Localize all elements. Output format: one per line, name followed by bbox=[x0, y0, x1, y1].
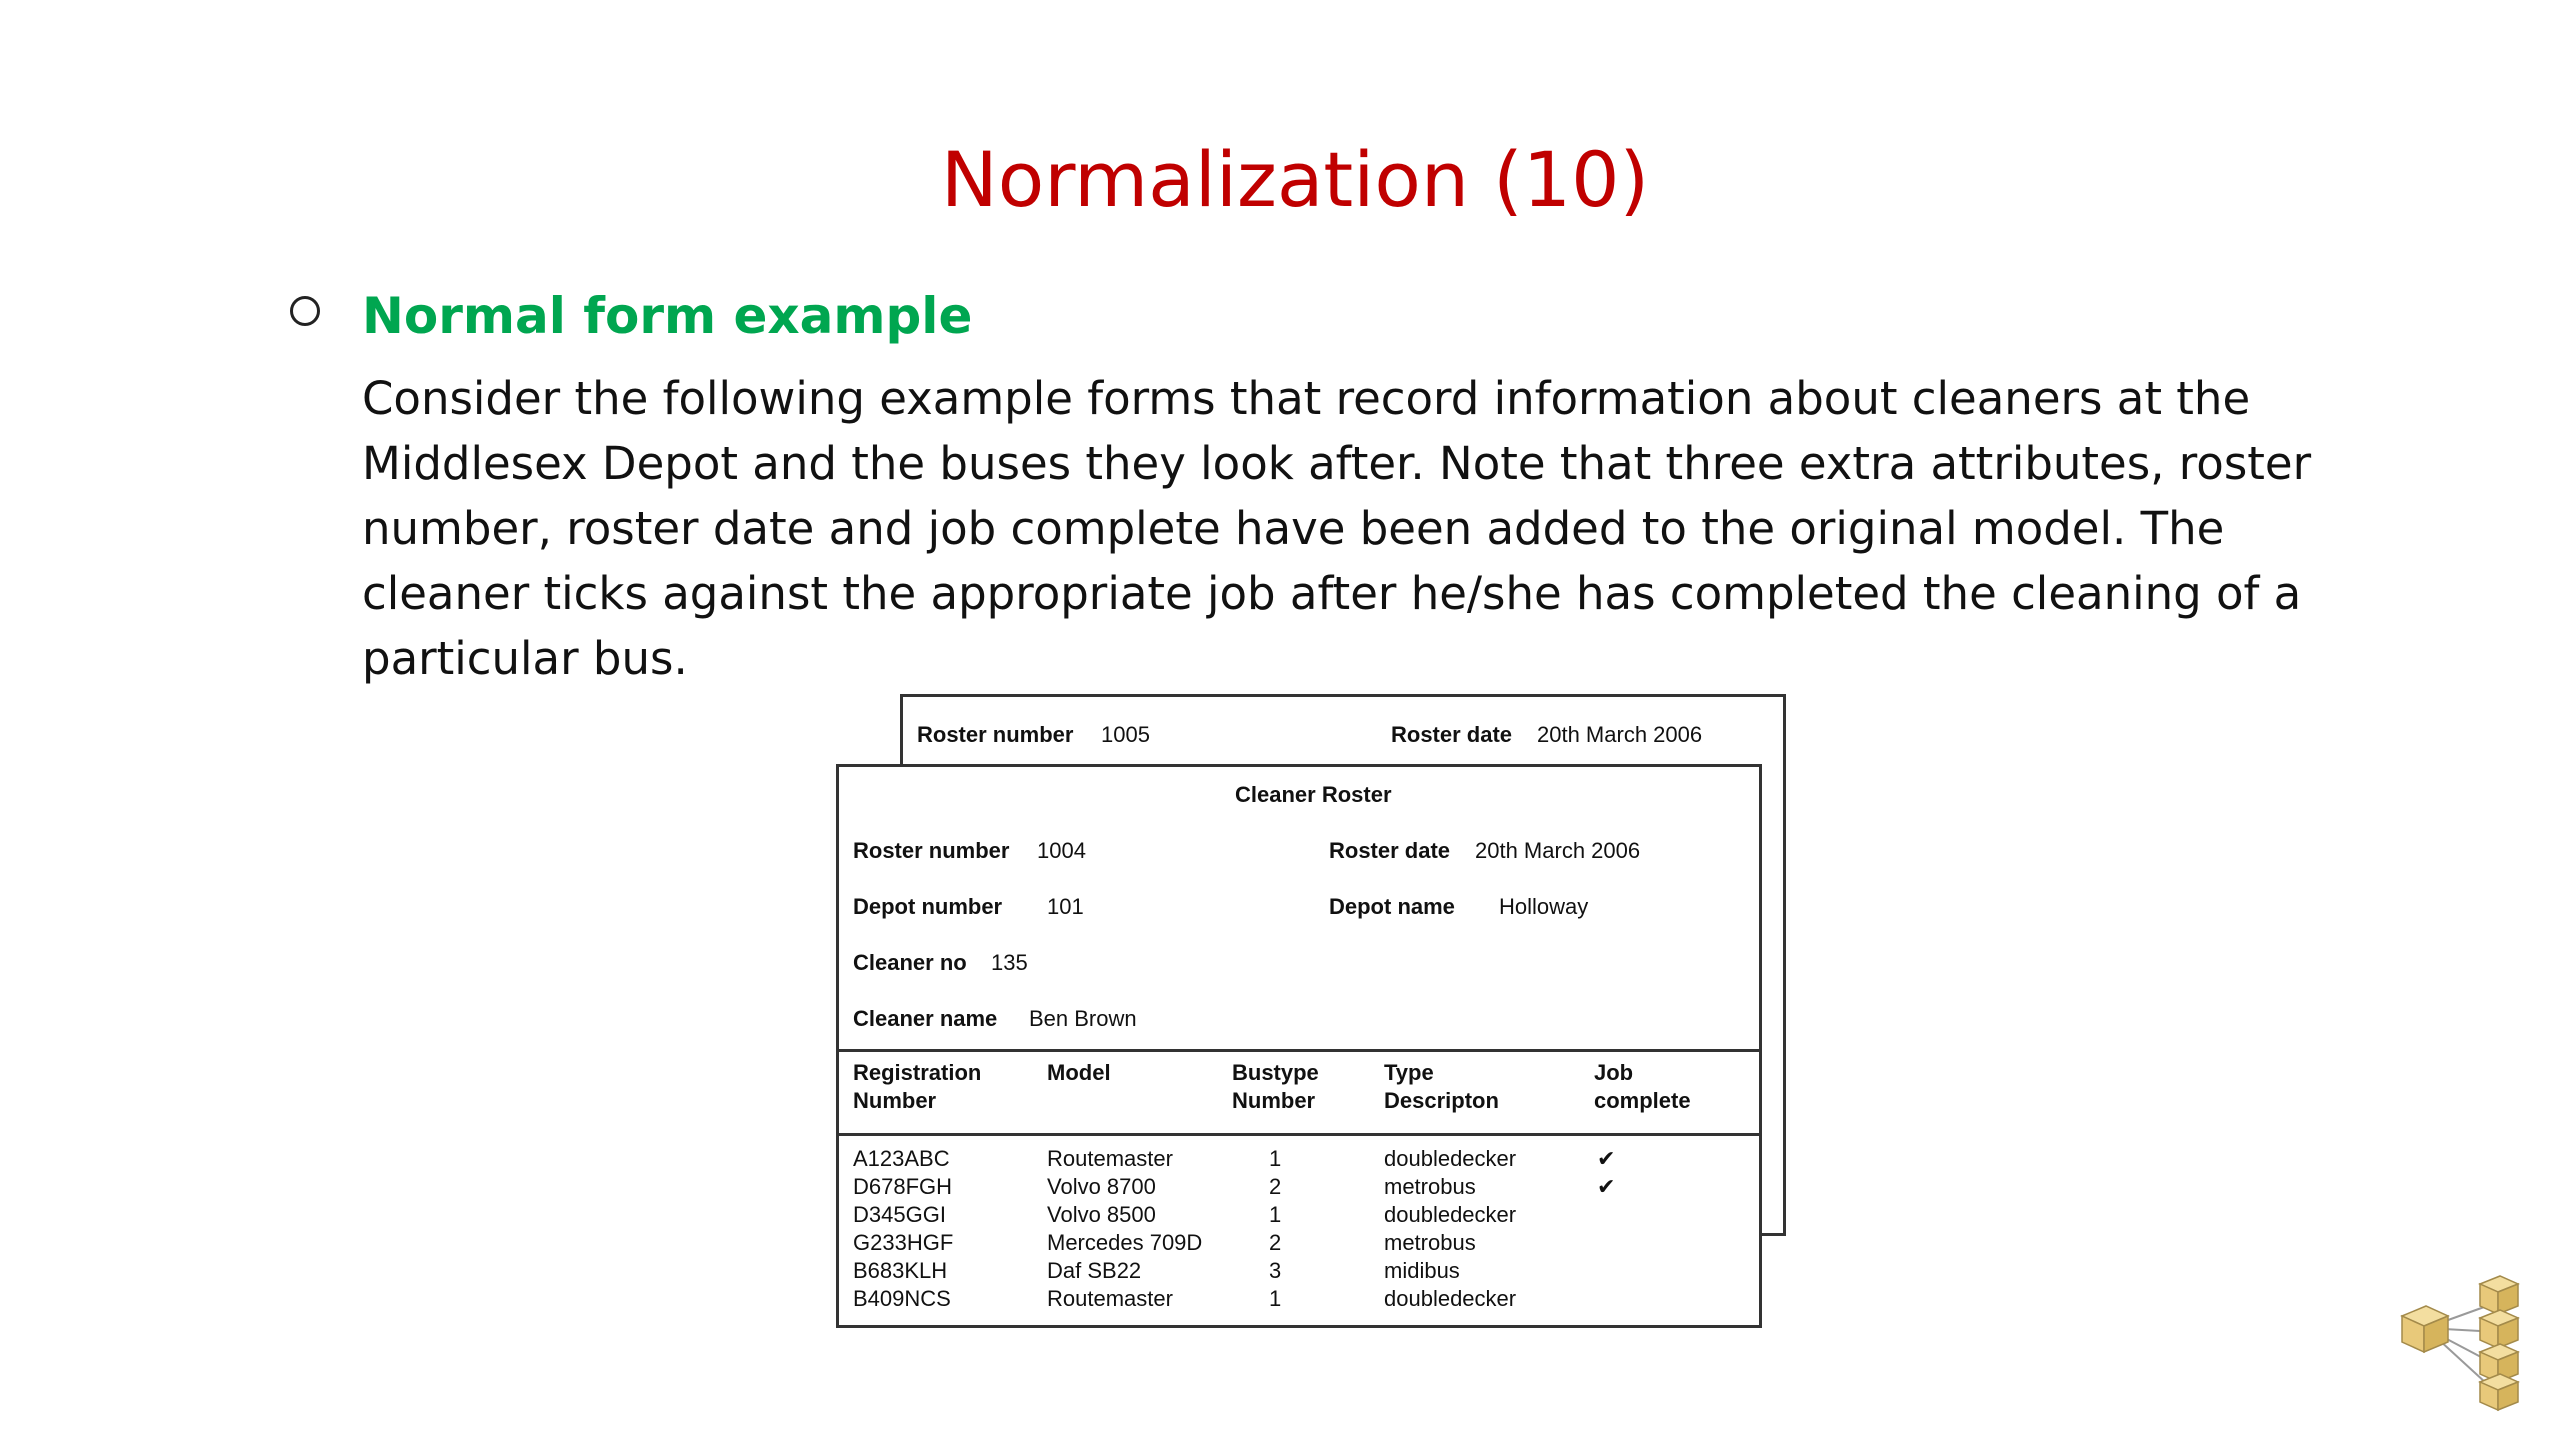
table-cell: 2 bbox=[1269, 1174, 1282, 1199]
table-cell: Volvo 8700 bbox=[1047, 1174, 1156, 1199]
table-cell: Daf SB22 bbox=[1047, 1258, 1142, 1283]
depot-name-value: Holloway bbox=[1499, 894, 1589, 919]
depot-name-label: Depot name bbox=[1329, 894, 1455, 919]
cleaner-roster-form bbox=[836, 764, 1762, 1328]
back-roster-date-label: Roster date bbox=[1391, 722, 1513, 747]
column-registration bbox=[853, 1145, 953, 1313]
table-cell: Routemaster bbox=[1047, 1146, 1173, 1171]
table-cell: metrobus bbox=[1384, 1230, 1476, 1255]
cleaner-name-value: Ben Brown bbox=[1029, 1006, 1137, 1031]
back-roster-number: 1005 bbox=[1101, 722, 1150, 747]
table-top-divider bbox=[839, 1049, 1759, 1052]
table-cell: B409NCS bbox=[853, 1286, 951, 1311]
form-title: Cleaner Roster bbox=[1235, 782, 1392, 807]
body-line: Middlesex Depot and the buses they look after. Note that three extra attributes, roster bbox=[362, 437, 2312, 490]
table-header-divider bbox=[839, 1133, 1759, 1136]
table-cell: B683KLH bbox=[853, 1258, 948, 1283]
table-cell: 1 bbox=[1269, 1202, 1282, 1227]
table-cell: 2 bbox=[1269, 1230, 1282, 1255]
header-job-complete: Job complete bbox=[1594, 1060, 1691, 1113]
header-model: Model bbox=[1047, 1060, 1111, 1085]
column-job-complete bbox=[1597, 1145, 1615, 1201]
body-line: Consider the following example forms that record information about cleaners at the bbox=[362, 372, 2251, 425]
table-cell: 1 bbox=[1269, 1146, 1282, 1171]
table-cell: A123ABC bbox=[853, 1146, 950, 1171]
table-cell: 1 bbox=[1269, 1286, 1282, 1311]
column-type bbox=[1384, 1145, 1516, 1313]
table-cell: D678FGH bbox=[853, 1174, 953, 1199]
roster-number-label: Roster number bbox=[853, 838, 1010, 863]
table-cell: Volvo 8500 bbox=[1047, 1202, 1156, 1227]
back-roster-date: 20th March 2006 bbox=[1537, 722, 1703, 747]
header-bustype-number: Bustype Number bbox=[1232, 1060, 1319, 1113]
table-cell: doubledecker bbox=[1384, 1146, 1517, 1171]
checkmark-icon: ✔ bbox=[1597, 1146, 1616, 1171]
body-line: particular bus. bbox=[362, 632, 688, 685]
section-heading: Normal form example bbox=[362, 287, 973, 345]
header-registration-number: Registration Number bbox=[853, 1060, 982, 1113]
depot-number-value: 101 bbox=[1047, 894, 1084, 919]
table-cell: 3 bbox=[1269, 1258, 1282, 1283]
hollow-circle-bullet-icon bbox=[290, 296, 320, 326]
body-line: cleaner ticks against the appropriate job after he/she has completed the cleaning of a bbox=[362, 567, 2302, 620]
table-cell: G233HGF bbox=[853, 1230, 954, 1255]
checkmark-icon: ✔ bbox=[1597, 1174, 1616, 1199]
cleaner-no-value: 135 bbox=[991, 950, 1028, 975]
roster-date-label: Roster date bbox=[1329, 838, 1451, 863]
roster-number-value: 1004 bbox=[1037, 838, 1086, 863]
back-roster-number-label: Roster number bbox=[917, 722, 1074, 747]
table-cell: midibus bbox=[1384, 1258, 1460, 1283]
table-cell: metrobus bbox=[1384, 1174, 1476, 1199]
table-cell: Mercedes 709D bbox=[1047, 1230, 1203, 1255]
table-cell: doubledecker bbox=[1384, 1202, 1517, 1227]
body-line: number, roster date and job complete have been added to the original model. The bbox=[362, 502, 2225, 555]
table-cell: D345GGI bbox=[853, 1202, 946, 1227]
cleaner-name-label: Cleaner name bbox=[853, 1006, 998, 1031]
column-bustype bbox=[1269, 1145, 1281, 1313]
slide-title: Normalization (10) bbox=[940, 135, 1650, 224]
header-type-descripton: Type Descripton bbox=[1384, 1060, 1499, 1113]
table-cell: doubledecker bbox=[1384, 1286, 1517, 1311]
body-paragraph bbox=[362, 366, 2312, 691]
column-model bbox=[1047, 1145, 1202, 1313]
depot-number-label: Depot number bbox=[853, 894, 1003, 919]
roster-date-value: 20th March 2006 bbox=[1475, 838, 1641, 863]
table-cell: Routemaster bbox=[1047, 1286, 1173, 1311]
cleaner-no-label: Cleaner no bbox=[853, 950, 967, 975]
cube-network-logo-icon bbox=[2388, 1270, 2538, 1420]
